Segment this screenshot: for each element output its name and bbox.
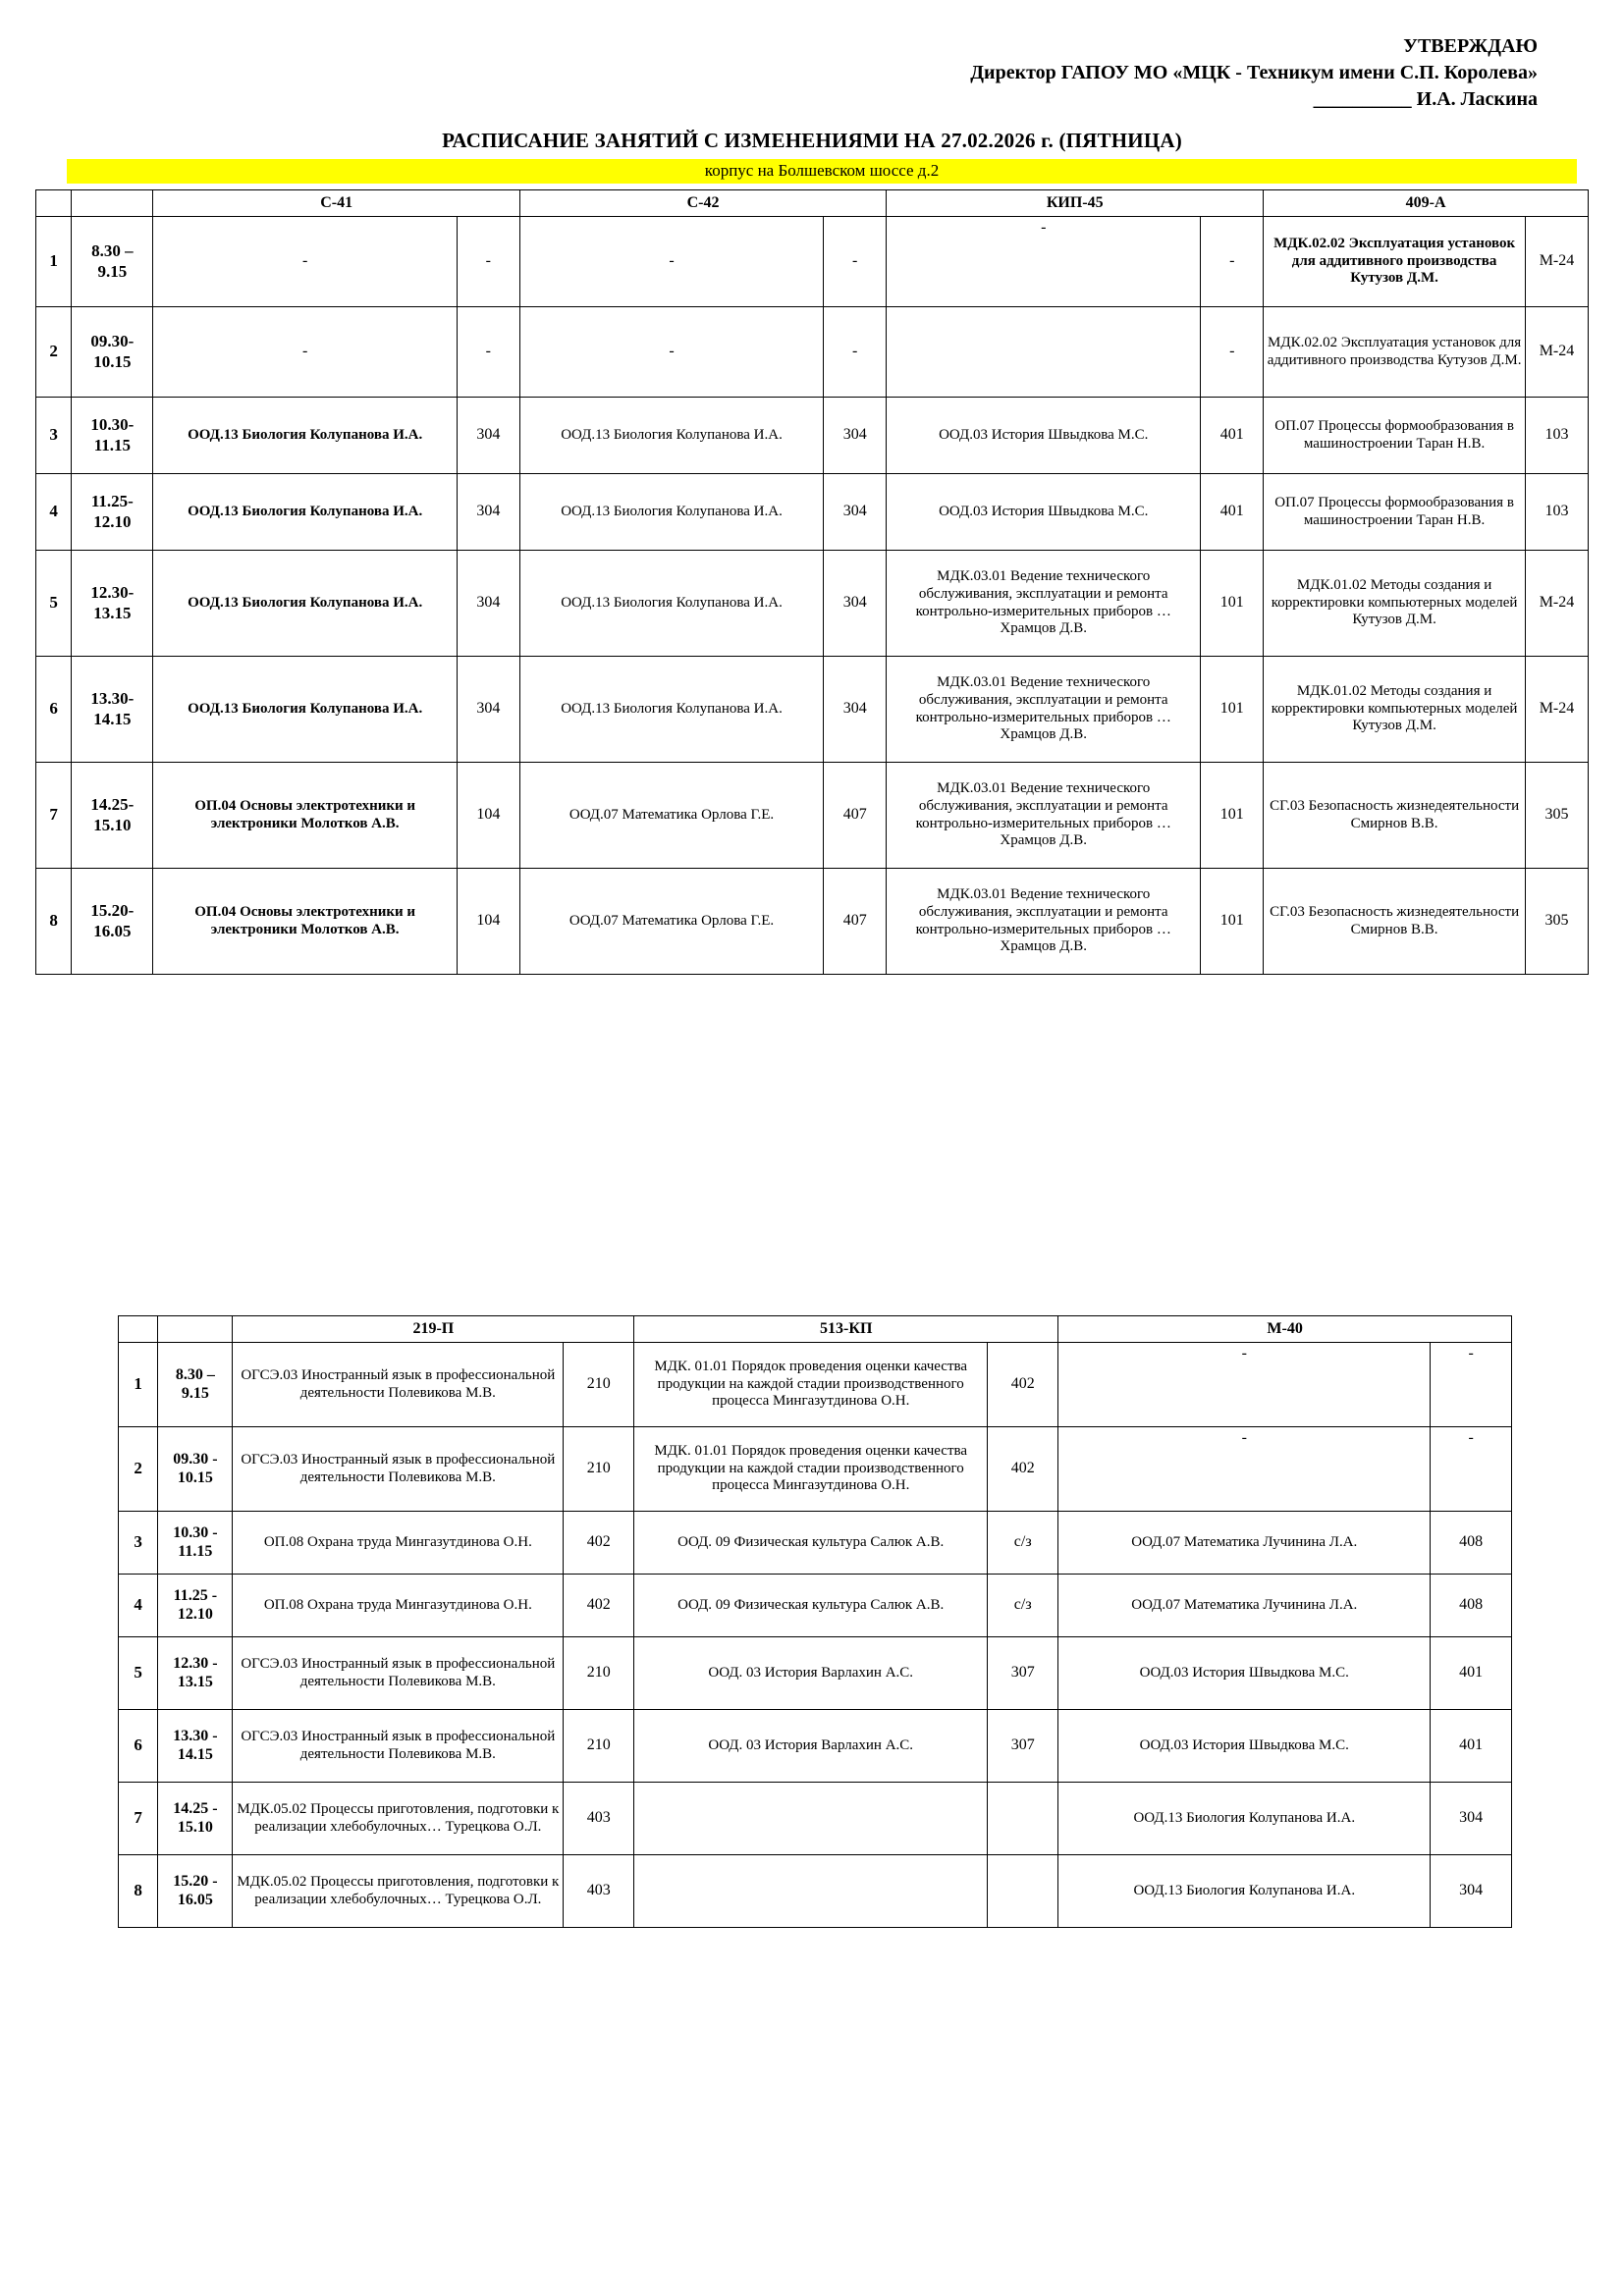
lesson-409a: ОП.07 Процессы формообразования в машиностроении Таран Н.В. bbox=[1264, 398, 1526, 474]
lesson-219p: ОГСЭ.03 Иностранный язык в профессиональной деятельности Полевикова М.В. bbox=[233, 1343, 564, 1427]
lesson-m40: ООД.03 История Швыдкова М.С. bbox=[1058, 1637, 1431, 1710]
row-number: 3 bbox=[36, 398, 72, 474]
room-c41: 304 bbox=[457, 657, 519, 763]
row-time: 14.25-15.10 bbox=[72, 763, 153, 869]
lesson-513kp bbox=[634, 1855, 988, 1928]
lesson-c41: ОП.04 Основы электротехники и электроники Молотков А.В. bbox=[153, 869, 457, 975]
row-time: 8.30 – 9.15 bbox=[158, 1343, 233, 1427]
lesson-c42: ООД.07 Математика Орлова Г.Е. bbox=[519, 763, 823, 869]
room-219p: 210 bbox=[564, 1637, 634, 1710]
table-row bbox=[119, 1343, 1512, 1427]
room-kip45: 101 bbox=[1201, 763, 1264, 869]
lesson-m40: - bbox=[1058, 1343, 1431, 1427]
row-number: 8 bbox=[36, 869, 72, 975]
table-row bbox=[36, 869, 1589, 975]
room-c41: 104 bbox=[457, 869, 519, 975]
room-409a: М-24 bbox=[1525, 657, 1588, 763]
lesson-409a: МДК.01.02 Методы создания и корректировки компьютерных моделей Кутузов Д.М. bbox=[1264, 551, 1526, 657]
room-kip45: 401 bbox=[1201, 474, 1264, 551]
table-row bbox=[36, 307, 1589, 398]
lesson-c41: ООД.13 Биология Колупанова И.А. bbox=[153, 657, 457, 763]
row-number: 6 bbox=[36, 657, 72, 763]
room-kip45: - bbox=[1201, 217, 1264, 307]
row-time: 09.30 - 10.15 bbox=[158, 1427, 233, 1512]
row-number: 4 bbox=[119, 1575, 158, 1637]
room-219p: 210 bbox=[564, 1343, 634, 1427]
group-header-c41: С-41 bbox=[153, 190, 519, 217]
row-time: 10.30-11.15 bbox=[72, 398, 153, 474]
room-c42: 304 bbox=[824, 657, 887, 763]
lesson-513kp: ООД. 03 История Варлахин А.С. bbox=[634, 1637, 988, 1710]
lesson-kip45: МДК.03.01 Ведение технического обслуживания, эксплуатации и ремонта контрольно-измерительных приборов … Храмцов Д.В. bbox=[887, 869, 1201, 975]
lesson-513kp: ООД. 09 Физическая культура Салюк А.В. bbox=[634, 1512, 988, 1575]
corner-cell bbox=[119, 1316, 158, 1343]
lesson-409a: МДК.01.02 Методы создания и корректировки компьютерных моделей Кутузов Д.М. bbox=[1264, 657, 1526, 763]
lesson-c42: ООД.13 Биология Колупанова И.А. bbox=[519, 657, 823, 763]
group-header-kip45: КИП-45 bbox=[887, 190, 1264, 217]
room-409a: М-24 bbox=[1525, 307, 1588, 398]
lesson-kip45: - bbox=[887, 217, 1201, 307]
lesson-513kp: ООД. 03 История Варлахин А.С. bbox=[634, 1710, 988, 1783]
lesson-c42: - bbox=[519, 217, 823, 307]
lesson-c41: ООД.13 Биология Колупанова И.А. bbox=[153, 474, 457, 551]
lesson-c41: ООД.13 Биология Колупанова И.А. bbox=[153, 398, 457, 474]
room-409a: 103 bbox=[1525, 398, 1588, 474]
director-line: Директор ГАПОУ МО «МЦК - Техникум имени С.П. Королева» bbox=[970, 62, 1538, 83]
page-title: РАСПИСАНИЕ ЗАНЯТИЙ С ИЗМЕНЕНИЯМИ НА 27.02.2026 г. (ПЯТНИЦА) bbox=[442, 129, 1182, 152]
row-number: 1 bbox=[36, 217, 72, 307]
lesson-m40: ООД.13 Биология Колупанова И.А. bbox=[1058, 1855, 1431, 1928]
room-m40: 401 bbox=[1431, 1637, 1512, 1710]
row-time: 13.30-14.15 bbox=[72, 657, 153, 763]
room-c42: 304 bbox=[824, 398, 887, 474]
room-513kp bbox=[988, 1855, 1058, 1928]
row-number: 5 bbox=[119, 1637, 158, 1710]
group-header-m40: М-40 bbox=[1058, 1316, 1512, 1343]
group-header-513kp: 513-КП bbox=[634, 1316, 1058, 1343]
table-row bbox=[36, 398, 1589, 474]
row-number: 8 bbox=[119, 1855, 158, 1928]
row-time: 12.30-13.15 bbox=[72, 551, 153, 657]
table-row bbox=[119, 1637, 1512, 1710]
room-c41: 304 bbox=[457, 551, 519, 657]
corner-cell-time bbox=[72, 190, 153, 217]
room-c41: - bbox=[457, 217, 519, 307]
row-time: 15.20 - 16.05 bbox=[158, 1855, 233, 1928]
room-219p: 402 bbox=[564, 1575, 634, 1637]
lesson-c42: - bbox=[519, 307, 823, 398]
room-c42: 304 bbox=[824, 474, 887, 551]
row-time: 11.25-12.10 bbox=[72, 474, 153, 551]
row-number: 7 bbox=[119, 1783, 158, 1855]
row-time: 10.30 - 11.15 bbox=[158, 1512, 233, 1575]
lesson-c42: ООД.13 Биология Колупанова И.А. bbox=[519, 398, 823, 474]
lesson-c42: ООД.13 Биология Колупанова И.А. bbox=[519, 474, 823, 551]
room-513kp: 402 bbox=[988, 1427, 1058, 1512]
lesson-513kp bbox=[634, 1783, 988, 1855]
room-kip45: 101 bbox=[1201, 551, 1264, 657]
approval-label: УТВЕРЖДАЮ bbox=[1403, 35, 1538, 57]
corner-cell-time bbox=[158, 1316, 233, 1343]
room-513kp: 307 bbox=[988, 1710, 1058, 1783]
room-c41: 304 bbox=[457, 474, 519, 551]
lesson-m40: ООД.13 Биология Колупанова И.А. bbox=[1058, 1783, 1431, 1855]
table-row bbox=[119, 1855, 1512, 1928]
row-time: 09.30-10.15 bbox=[72, 307, 153, 398]
room-219p: 210 bbox=[564, 1710, 634, 1783]
signature-line: __________ И.А. Ласкина bbox=[1313, 88, 1538, 110]
row-time: 8.30 – 9.15 bbox=[72, 217, 153, 307]
lesson-219p: ОГСЭ.03 Иностранный язык в профессиональной деятельности Полевикова М.В. bbox=[233, 1427, 564, 1512]
room-513kp bbox=[988, 1783, 1058, 1855]
room-409a: М-24 bbox=[1525, 551, 1588, 657]
table-row bbox=[36, 474, 1589, 551]
corner-cell bbox=[36, 190, 72, 217]
group-header-219p: 219-П bbox=[233, 1316, 634, 1343]
room-c41: 104 bbox=[457, 763, 519, 869]
table-row bbox=[119, 1575, 1512, 1637]
room-c42: - bbox=[824, 217, 887, 307]
lesson-kip45: МДК.03.01 Ведение технического обслуживания, эксплуатации и ремонта контрольно-измерительных приборов … Храмцов Д.В. bbox=[887, 551, 1201, 657]
room-c42: 304 bbox=[824, 551, 887, 657]
room-c42: 407 bbox=[824, 869, 887, 975]
lesson-c41: - bbox=[153, 307, 457, 398]
lesson-219p: ОП.08 Охрана труда Мингазутдинова О.Н. bbox=[233, 1575, 564, 1637]
room-m40: 408 bbox=[1431, 1575, 1512, 1637]
room-c41: - bbox=[457, 307, 519, 398]
lesson-m40: ООД.03 История Швыдкова М.С. bbox=[1058, 1710, 1431, 1783]
row-number: 1 bbox=[119, 1343, 158, 1427]
room-513kp: 402 bbox=[988, 1343, 1058, 1427]
room-513kp: 307 bbox=[988, 1637, 1058, 1710]
room-kip45: 101 bbox=[1201, 869, 1264, 975]
lesson-c42: ООД.07 Математика Орлова Г.Е. bbox=[519, 869, 823, 975]
schedule-table-1 bbox=[35, 189, 1589, 975]
row-number: 4 bbox=[36, 474, 72, 551]
lesson-513kp: МДК. 01.01 Порядок проведения оценки качества продукции на каждой стадии производственного процесса Мингазутдинова О.Н. bbox=[634, 1343, 988, 1427]
row-time: 15.20-16.05 bbox=[72, 869, 153, 975]
lesson-219p: МДК.05.02 Процессы приготовления, подготовки к реализации хлебобулочных… Турецкова О.Л. bbox=[233, 1855, 564, 1928]
room-219p: 402 bbox=[564, 1512, 634, 1575]
room-m40: 304 bbox=[1431, 1783, 1512, 1855]
lesson-409a: ОП.07 Процессы формообразования в машиностроении Таран Н.В. bbox=[1264, 474, 1526, 551]
lesson-409a: СГ.03 Безопасность жизнедеятельности Смирнов В.В. bbox=[1264, 763, 1526, 869]
room-m40: 408 bbox=[1431, 1512, 1512, 1575]
room-513kp: с/з bbox=[988, 1575, 1058, 1637]
lesson-219p: ОП.08 Охрана труда Мингазутдинова О.Н. bbox=[233, 1512, 564, 1575]
room-409a: М-24 bbox=[1525, 217, 1588, 307]
room-m40: 401 bbox=[1431, 1710, 1512, 1783]
table-row bbox=[119, 1710, 1512, 1783]
room-c41: 304 bbox=[457, 398, 519, 474]
lesson-c41: - bbox=[153, 217, 457, 307]
lesson-409a: МДК.02.02 Эксплуатация установок для аддитивного производства Кутузов Д.М. bbox=[1264, 307, 1526, 398]
table-header-row bbox=[36, 190, 1589, 217]
lesson-m40: - bbox=[1058, 1427, 1431, 1512]
group-header-c42: С-42 bbox=[519, 190, 886, 217]
lesson-409a: СГ.03 Безопасность жизнедеятельности Смирнов В.В. bbox=[1264, 869, 1526, 975]
lesson-kip45: МДК.03.01 Ведение технического обслуживания, эксплуатации и ремонта контрольно-измерительных приборов … Храмцов Д.В. bbox=[887, 657, 1201, 763]
lesson-513kp: МДК. 01.01 Порядок проведения оценки качества продукции на каждой стадии производственного процесса Мингазутдинова О.Н. bbox=[634, 1427, 988, 1512]
room-kip45: 101 bbox=[1201, 657, 1264, 763]
room-219p: 403 bbox=[564, 1855, 634, 1928]
row-time: 14.25 - 15.10 bbox=[158, 1783, 233, 1855]
lesson-219p: ОГСЭ.03 Иностранный язык в профессиональной деятельности Полевикова М.В. bbox=[233, 1710, 564, 1783]
table-row bbox=[36, 763, 1589, 869]
table-row bbox=[36, 551, 1589, 657]
room-513kp: с/з bbox=[988, 1512, 1058, 1575]
room-kip45: 401 bbox=[1201, 398, 1264, 474]
lesson-kip45: МДК.03.01 Ведение технического обслуживания, эксплуатации и ремонта контрольно-измерительных приборов … Храмцов Д.В. bbox=[887, 763, 1201, 869]
row-number: 2 bbox=[36, 307, 72, 398]
room-kip45: - bbox=[1201, 307, 1264, 398]
schedule-table-2 bbox=[118, 1315, 1512, 1928]
row-time: 12.30 - 13.15 bbox=[158, 1637, 233, 1710]
room-c42: 407 bbox=[824, 763, 887, 869]
lesson-409a: МДК.02.02 Эксплуатация установок для аддитивного производства Кутузов Д.М. bbox=[1264, 217, 1526, 307]
lesson-513kp: ООД. 09 Физическая культура Салюк А.В. bbox=[634, 1575, 988, 1637]
group-header-409a: 409-А bbox=[1264, 190, 1589, 217]
room-m40: - bbox=[1431, 1343, 1512, 1427]
lesson-219p: ОГСЭ.03 Иностранный язык в профессиональной деятельности Полевикова М.В. bbox=[233, 1637, 564, 1710]
room-219p: 403 bbox=[564, 1783, 634, 1855]
row-time: 11.25 - 12.10 bbox=[158, 1575, 233, 1637]
lesson-c41: ООД.13 Биология Колупанова И.А. bbox=[153, 551, 457, 657]
lesson-219p: МДК.05.02 Процессы приготовления, подготовки к реализации хлебобулочных… Турецкова О.Л. bbox=[233, 1783, 564, 1855]
room-m40: 304 bbox=[1431, 1855, 1512, 1928]
table-row bbox=[119, 1427, 1512, 1512]
room-409a: 103 bbox=[1525, 474, 1588, 551]
table-row bbox=[36, 217, 1589, 307]
table-row bbox=[119, 1783, 1512, 1855]
row-time: 13.30 - 14.15 bbox=[158, 1710, 233, 1783]
row-number: 3 bbox=[119, 1512, 158, 1575]
row-number: 2 bbox=[119, 1427, 158, 1512]
room-m40: - bbox=[1431, 1427, 1512, 1512]
lesson-m40: ООД.07 Математика Лучинина Л.А. bbox=[1058, 1512, 1431, 1575]
room-409a: 305 bbox=[1525, 763, 1588, 869]
lesson-kip45: ООД.03 История Швыдкова М.С. bbox=[887, 398, 1201, 474]
building-subtitle: корпус на Болшевском шоссе д.2 bbox=[67, 159, 1577, 184]
room-219p: 210 bbox=[564, 1427, 634, 1512]
document-header bbox=[0, 0, 1624, 113]
room-409a: 305 bbox=[1525, 869, 1588, 975]
table-header-row bbox=[119, 1316, 1512, 1343]
lesson-m40: ООД.07 Математика Лучинина Л.А. bbox=[1058, 1575, 1431, 1637]
row-number: 7 bbox=[36, 763, 72, 869]
row-number: 5 bbox=[36, 551, 72, 657]
lesson-kip45 bbox=[887, 307, 1201, 398]
row-number: 6 bbox=[119, 1710, 158, 1783]
lesson-c42: ООД.13 Биология Колупанова И.А. bbox=[519, 551, 823, 657]
lesson-c41: ОП.04 Основы электротехники и электроники Молотков А.В. bbox=[153, 763, 457, 869]
room-c42: - bbox=[824, 307, 887, 398]
table-row bbox=[119, 1512, 1512, 1575]
lesson-kip45: ООД.03 История Швыдкова М.С. bbox=[887, 474, 1201, 551]
table-row bbox=[36, 657, 1589, 763]
